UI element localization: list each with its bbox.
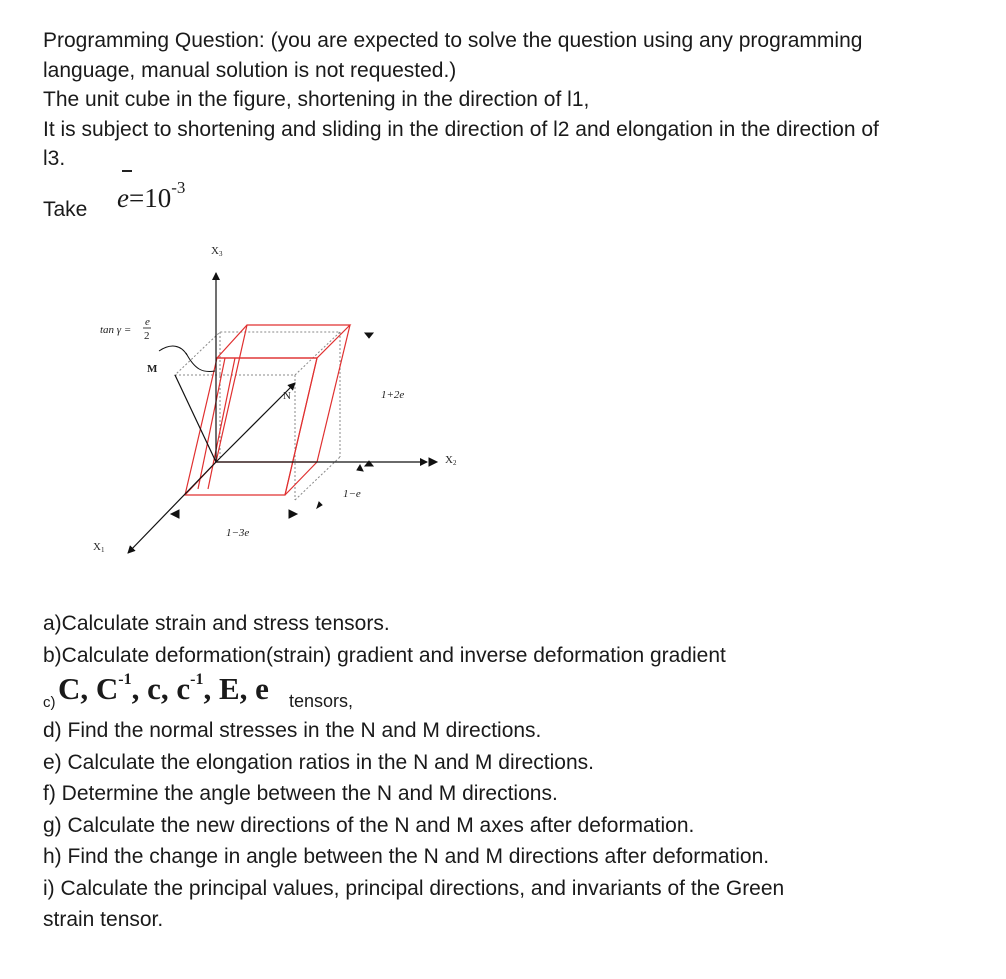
question-h: h) Find the change in angle between the N and M directions after deformation. bbox=[43, 845, 770, 868]
tan-denominator: 2 bbox=[144, 330, 150, 342]
tan-numerator: e bbox=[145, 316, 150, 328]
cube-deformation-figure bbox=[85, 235, 485, 570]
intro-line: The unit cube in the figure, shortening in the direction of l1, bbox=[43, 88, 590, 111]
take-base: 10 bbox=[144, 183, 172, 213]
take-equals: = bbox=[128, 183, 145, 213]
tan-gamma-label: tan γ = bbox=[100, 324, 132, 336]
question-e: e) Calculate the elongation ratios in the N and M directions. bbox=[43, 750, 594, 774]
overbar-mark bbox=[122, 170, 132, 172]
question-c-suffix: tensors, bbox=[289, 691, 354, 711]
question-list bbox=[43, 608, 983, 936]
take-lhs: e bbox=[117, 183, 129, 213]
intro-line: It is subject to shortening and sliding in the direction of l2 and elongation in the direction of bbox=[43, 117, 879, 141]
x2-axis-label: X2 bbox=[445, 454, 457, 467]
question-c bbox=[43, 671, 983, 715]
problem-intro bbox=[43, 26, 983, 174]
intro-line: l3. bbox=[43, 147, 66, 170]
take-equation bbox=[117, 178, 186, 214]
take-label: Take bbox=[43, 198, 88, 221]
original-cube bbox=[175, 332, 340, 500]
intro-line: language, manual solution is not requested.) bbox=[43, 58, 457, 82]
m-direction-label: M bbox=[147, 363, 158, 375]
x1-axis-label: X1 bbox=[93, 541, 105, 554]
x3-axis-label: X3 bbox=[211, 245, 223, 258]
question-g: g) Calculate the new directions of the N and M axes after deformation. bbox=[43, 813, 695, 837]
question-i-continued: strain tensor. bbox=[43, 908, 164, 931]
tensor-list-formula: C, $C^{-1}$, c, $c^{-1}$, E, e bbox=[58, 670, 269, 706]
label-1-minus-e: 1−e bbox=[343, 488, 361, 500]
axes bbox=[128, 273, 427, 553]
take-exponent: -3 bbox=[171, 178, 186, 197]
n-direction-label: N bbox=[283, 390, 291, 402]
given-value bbox=[43, 178, 343, 232]
label-1-minus-3e: 1−3e bbox=[226, 527, 250, 539]
question-a: a)Calculate strain and stress tensors. bbox=[43, 612, 390, 635]
question-d: d) Find the normal stresses in the N and M directions. bbox=[43, 719, 542, 742]
label-1-plus-2e: 1+2e bbox=[381, 389, 405, 401]
question-f: f) Determine the angle between the N and M directions. bbox=[43, 782, 558, 805]
cube-diagram bbox=[85, 235, 485, 570]
question-b: b)Calculate deformation(strain) gradient and inverse deformation gradient bbox=[43, 643, 726, 667]
question-c-prefix: c) bbox=[43, 694, 56, 711]
question-i: i) Calculate the principal values, principal directions, and invariants of the Green bbox=[43, 876, 785, 900]
intro-line: Programming Question: (you are expected to solve the question using any programming bbox=[43, 29, 863, 52]
